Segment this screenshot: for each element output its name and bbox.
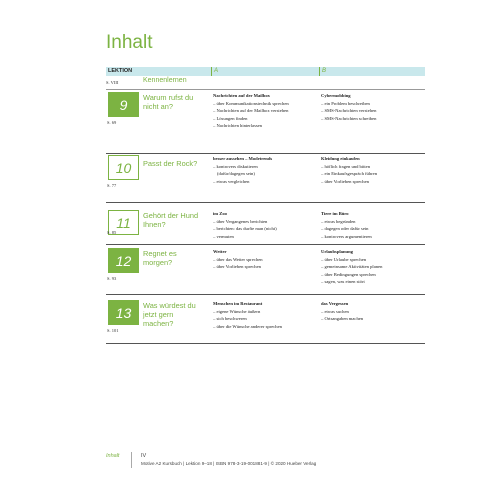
- page-title: Inhalt: [106, 32, 153, 53]
- topic-heading: Kleidung einkaufen: [321, 156, 360, 161]
- table-header: [106, 67, 425, 76]
- list-item: – vermuten: [213, 233, 234, 239]
- column-b: [321, 155, 425, 185]
- column-b: [321, 248, 425, 286]
- column-b: [321, 210, 425, 240]
- list-item: – SMS-Nachrichten schreiben: [321, 115, 377, 121]
- footer-imprint: Motive A2 Kursbuch | Lektion 9–18 | ISBN 978-3-19-001881-9 | © 2020 Hueber Verlag: [141, 461, 317, 466]
- list-item: – sich beschweren: [213, 316, 247, 322]
- column-b: [321, 92, 425, 122]
- list-item: – ein Einkaufsgespräch führen: [321, 171, 377, 177]
- divider: [106, 153, 425, 154]
- lesson-13: [106, 300, 425, 342]
- footer-divider: [131, 452, 132, 468]
- lesson-9: [106, 92, 425, 152]
- divider: [106, 294, 425, 295]
- topic-heading: Menschen im Restaurant: [213, 301, 263, 306]
- list-item: – gemeinsame Aktivitäten planen: [321, 264, 383, 270]
- list-item: – über Vorlieben sprechen: [321, 178, 369, 184]
- lesson-title: Was würdest du jetzt gern machen?: [143, 301, 196, 328]
- list-item: – kontrovers diskutieren: [213, 163, 258, 169]
- divider: [106, 89, 425, 90]
- divider: [106, 343, 425, 344]
- list-item: – höflich fragen und bitten: [321, 163, 370, 169]
- lesson-page: S. 85: [107, 230, 117, 235]
- list-item: – eigene Wünsche äußern: [213, 308, 261, 314]
- column-a: [213, 92, 317, 130]
- lesson-page: S. 101: [107, 328, 119, 333]
- list-item: – über Vorlieben sprechen: [213, 264, 261, 270]
- list-item: – ein Problem beschreiben: [321, 100, 370, 106]
- lesson-page: S. 93: [107, 276, 117, 281]
- footer-section: Inhalt: [106, 453, 120, 459]
- column-a: [213, 155, 317, 185]
- divider: [106, 244, 425, 245]
- lesson-10: [106, 155, 425, 200]
- topic-heading: besser aussehen – Modetrends: [213, 156, 273, 161]
- list-item: – berichten: das durfte man (nicht): [213, 226, 277, 232]
- lesson-page: S. 77: [107, 183, 117, 188]
- list-item: – kontrovers argumentieren: [321, 233, 372, 239]
- intro-page: S. VIII: [106, 80, 119, 85]
- list-item: – sagen, was einen stört: [321, 279, 365, 285]
- list-item: – über das Wetter sprechen: [213, 256, 263, 262]
- topic-heading: Wetter: [213, 249, 227, 254]
- list-item: – über Vergangenes berichten: [213, 218, 268, 224]
- header-lektion: LEKTION: [108, 68, 133, 74]
- list-item: – etwas begründen: [321, 218, 356, 224]
- intro-title: Kennenlernen: [143, 77, 187, 84]
- lesson-title: Warum rufst du nicht an?: [143, 93, 194, 111]
- list-item: – über die Wünsche anderer sprechen: [213, 323, 282, 329]
- divider: [106, 202, 425, 203]
- list-item: (dafür/dagegen sein): [217, 171, 255, 177]
- lesson-title: Regnet es morgen?: [143, 249, 177, 267]
- list-item: – etwas suchen: [321, 308, 349, 314]
- list-item: – Lösungen finden: [213, 115, 248, 121]
- column-b: [321, 300, 425, 323]
- lesson-page: S. 69: [107, 120, 117, 125]
- header-col-b: B: [319, 67, 426, 76]
- lesson-number: 11: [108, 210, 139, 235]
- topic-heading: Urlaubsplanung: [321, 249, 353, 254]
- list-item: – SMS-Nachrichten verstehen: [321, 108, 377, 114]
- lesson-number: 10: [108, 155, 139, 180]
- lesson-11: [106, 210, 425, 242]
- lesson-title: Passt der Rock?: [143, 159, 198, 168]
- list-item: – über Urlaube sprechen: [321, 256, 367, 262]
- header-col-a: A: [211, 67, 320, 76]
- list-item: – Ortsangaben machen: [321, 316, 364, 322]
- lesson-12: [106, 248, 425, 292]
- topic-heading: im Zoo: [213, 211, 227, 216]
- lesson-number: 12: [108, 248, 139, 273]
- column-a: [213, 210, 317, 240]
- list-item: – Nachrichten auf der Mailbox verstehen: [213, 108, 289, 114]
- column-a: [213, 300, 317, 330]
- list-item: – über Kommunikationstechnik sprechen: [213, 100, 289, 106]
- topic-heading: Tiere im Büro: [321, 211, 349, 216]
- footer-page-number: IV: [141, 453, 147, 459]
- list-item: – über Bedingungen sprechen: [321, 271, 376, 277]
- topic-heading: Nachrichten auf der Mailbox: [213, 93, 270, 98]
- topic-heading: Cybermobbing: [321, 93, 351, 98]
- list-item: – dagegen oder dafür sein: [321, 226, 369, 232]
- column-a: [213, 248, 317, 271]
- lesson-number: 9: [108, 92, 139, 117]
- list-item: – Nachrichten hinterlassen: [213, 123, 262, 129]
- topic-heading: das Vergessen: [321, 301, 349, 306]
- lesson-number: 13: [108, 300, 139, 325]
- lesson-title: Gehört der Hund Ihnen?: [143, 211, 199, 229]
- list-item: – etwas vergleichen: [213, 178, 250, 184]
